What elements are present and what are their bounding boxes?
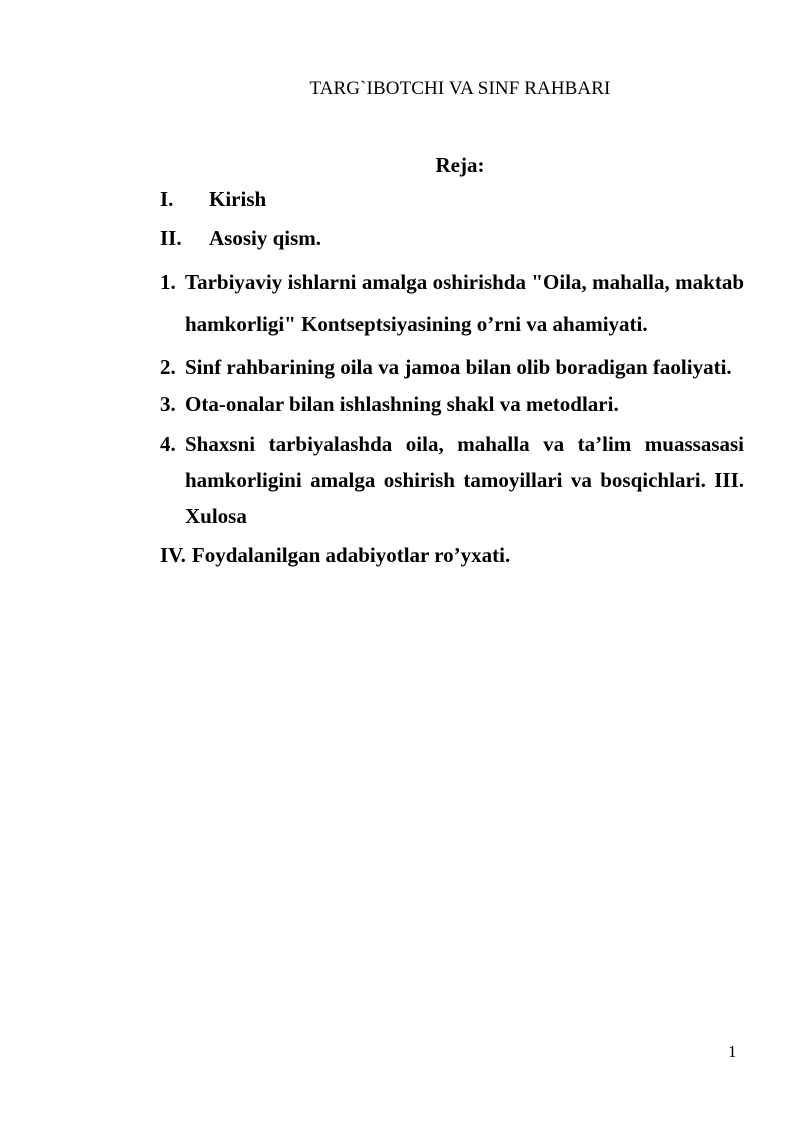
outline-item-4 <box>160 426 744 534</box>
plan-outline <box>160 184 744 571</box>
outline-text: Ota-onalar bilan ishlashning shakl va metodlari. <box>185 392 619 416</box>
outline-text: Asosiy qism. <box>209 226 322 250</box>
outline-text: Tarbiyaviy ishlarni amalga oshirishda "Oila, mahalla, maktab hamkorligi" Kontseptsiyasining o’rni va ahamiyati. <box>185 270 744 336</box>
outline-item-references <box>160 540 744 571</box>
outline-marker: 4. <box>160 432 176 456</box>
outline-item-1 <box>160 261 744 345</box>
outline-text: Foydalanilgan adabiyotlar ro’yxati. <box>191 543 511 567</box>
plan-heading: Reja: <box>435 153 485 177</box>
outline-marker: II. <box>160 226 182 250</box>
outline-marker: 1. <box>160 270 176 294</box>
page-number: 1 <box>728 1042 737 1061</box>
outline-text: Sinf rahbarining oila va jamoa bilan olib boradigan faoliyati. <box>185 355 732 379</box>
outline-marker: IV. <box>160 543 186 567</box>
outline-text: Kirish <box>209 187 267 211</box>
outline-item-3 <box>160 389 744 420</box>
outline-item-main-part <box>160 223 744 254</box>
outline-marker: 3. <box>160 392 176 416</box>
document-title: TARG`IBOTCHI VA SINF RAHBARI <box>309 78 611 99</box>
outline-text: Shaxsni tarbiyalashda oila, mahalla va ta’lim muassasasi hamkorligini amalga oshirish tamoyillari va bosqichlari. III. Xulosa <box>185 432 744 528</box>
outline-marker: 2. <box>160 355 176 379</box>
outline-item-2 <box>160 351 744 384</box>
outline-marker: I. <box>160 187 174 211</box>
outline-item-introduction <box>160 184 744 215</box>
